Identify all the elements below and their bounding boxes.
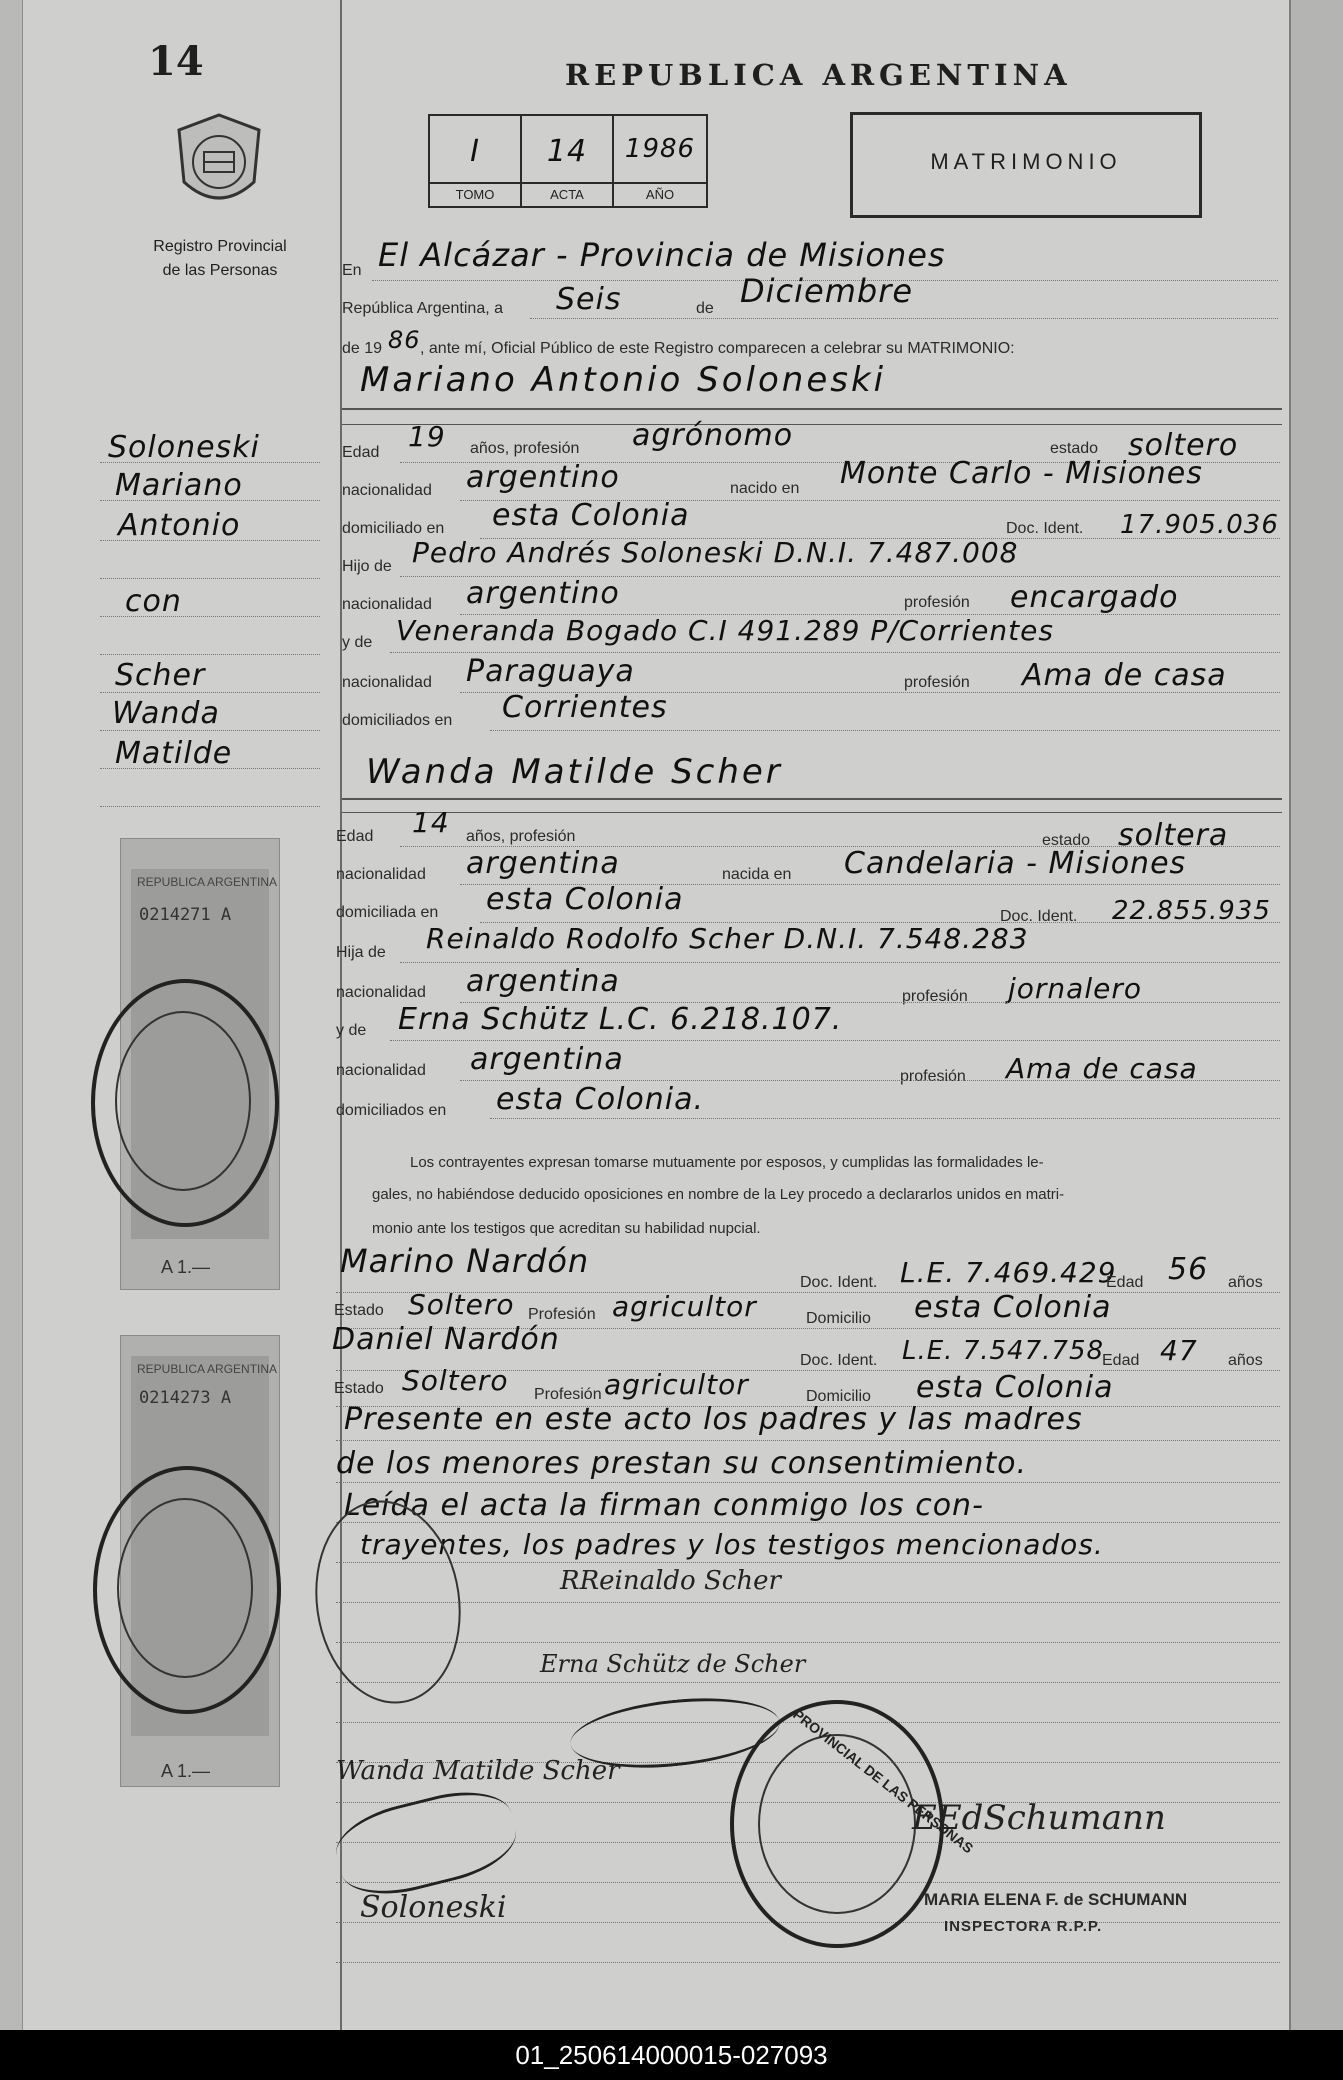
bride-padre-prof: jornalero bbox=[1008, 972, 1142, 1005]
groom-madre-prof: Ama de casa bbox=[1022, 658, 1227, 693]
bride-padre-nac-label: nacionalidad bbox=[336, 984, 426, 1001]
bride-madre: Erna Schütz L.C. 6.218.107. bbox=[398, 1002, 843, 1037]
note-line2: de los menores prestan su consentimiento. bbox=[336, 1446, 1027, 1481]
bride-doc: 22.855.935 bbox=[1112, 896, 1271, 926]
intro-year-prefix: de 19 bbox=[342, 340, 383, 357]
intro-day: Seis bbox=[556, 282, 622, 317]
groom-hijo-label: Hijo de bbox=[342, 558, 392, 575]
record-box bbox=[428, 114, 708, 208]
bride-padres-dom: esta Colonia. bbox=[496, 1082, 705, 1117]
bride-madre-prof: Ama de casa bbox=[1006, 1052, 1198, 1085]
bride-nacida-label: nacida en bbox=[722, 866, 792, 883]
tomo-label: TOMO bbox=[430, 182, 520, 206]
binding-gutter bbox=[0, 0, 23, 2030]
groom-domicilio: esta Colonia bbox=[492, 498, 690, 533]
ano-value: 1986 bbox=[624, 134, 696, 164]
acta-value: 14 bbox=[546, 134, 588, 169]
seal-text: PROVINCIAL DE LAS PERSONAS bbox=[790, 1706, 977, 1857]
bride-padres-dom-label: domiciliados en bbox=[336, 1102, 447, 1119]
bride-domicilio: esta Colonia bbox=[486, 882, 684, 917]
groom-yde-label: y de bbox=[342, 634, 373, 651]
margin-note-line7: Matilde bbox=[115, 736, 233, 771]
witness-1-estado-label: Estado bbox=[334, 1302, 384, 1319]
declaration-line2: gales, no habiéndose deducido oposiciones en nombre de la Ley procedo a declararlos unidos en matri- bbox=[372, 1186, 1065, 1203]
witness-1-estado: Soltero bbox=[408, 1288, 515, 1321]
groom-dom-label: domiciliado en bbox=[342, 520, 445, 537]
bride-nacida: Candelaria - Misiones bbox=[844, 846, 1187, 881]
intro-year-suffix: 86 bbox=[388, 326, 421, 354]
signature-official: EEdSchumann bbox=[912, 1798, 1166, 1838]
witness-2-doc: L.E. 7.547.758 bbox=[902, 1336, 1105, 1366]
witness-1-dom-label: Domicilio bbox=[806, 1310, 871, 1327]
intro-en-label: En bbox=[342, 262, 362, 279]
note-line4: trayentes, los padres y los testigos mencionados. bbox=[360, 1528, 1104, 1561]
witness-1-prof-label: Profesión bbox=[528, 1306, 596, 1323]
witness-2-name: Daniel Nardón bbox=[332, 1322, 560, 1357]
witness-1-name: Marino Nardón bbox=[340, 1242, 590, 1280]
witness-2-profesion: agricultor bbox=[604, 1368, 749, 1401]
intro-place: El Alcázar - Provincia de Misiones bbox=[378, 236, 946, 274]
signature-erna: Erna Schütz de Scher bbox=[540, 1650, 806, 1678]
page-number: 14 bbox=[148, 38, 204, 85]
groom-madre-prof-label: profesión bbox=[904, 674, 970, 691]
margin-note-line5: Scher bbox=[115, 658, 206, 693]
witness-1-edad-label: Edad bbox=[1106, 1274, 1144, 1291]
groom-estado-label: estado bbox=[1050, 440, 1099, 457]
groom-padre-prof: encargado bbox=[1010, 580, 1179, 615]
bride-estado-label: estado bbox=[1042, 832, 1091, 849]
groom-padre-prof-label: profesión bbox=[904, 594, 970, 611]
bride-padre: Reinaldo Rodolfo Scher D.N.I. 7.548.283 bbox=[426, 922, 1029, 955]
bride-edad-label: Edad bbox=[336, 828, 374, 845]
intro-republica-label: República Argentina, a bbox=[342, 300, 503, 317]
stamp-1-value: A 1.— bbox=[161, 1257, 211, 1277]
groom-padres-dom: Corrientes bbox=[502, 690, 668, 725]
bride-yde-label: y de bbox=[336, 1022, 367, 1039]
groom-padre-nac-label: nacionalidad bbox=[342, 596, 432, 613]
witness-2-dom-label: Domicilio bbox=[806, 1388, 871, 1405]
witness-1-anos-label: años bbox=[1228, 1274, 1263, 1291]
note-line1: Presente en este acto los padres y las madres bbox=[344, 1402, 1083, 1437]
stamp-2-header: REPUBLICA ARGENTINA bbox=[137, 1362, 278, 1376]
groom-doc: 17.905.036 bbox=[1120, 510, 1279, 540]
revenue-stamp-2 bbox=[120, 1335, 280, 1787]
declaration-line3: monio ante los testigos que acreditan su habilidad nupcial. bbox=[372, 1220, 761, 1237]
groom-madre-nac-label: nacionalidad bbox=[342, 674, 432, 691]
witness-1-doc-label: Doc. Ident. bbox=[800, 1274, 878, 1291]
witness-1-edad: 56 bbox=[1168, 1252, 1209, 1287]
bride-padre-prof-label: profesión bbox=[902, 988, 968, 1005]
bride-nac-label: nacionalidad bbox=[336, 866, 426, 883]
groom-name: Mariano Antonio Soloneski bbox=[360, 360, 887, 400]
witness-2-doc-label: Doc. Ident. bbox=[800, 1352, 878, 1369]
margin-note-line2: Mariano bbox=[115, 468, 243, 503]
witness-1-domicilio: esta Colonia bbox=[914, 1290, 1112, 1325]
margin-note-line4: con bbox=[125, 584, 182, 619]
acta-label: ACTA bbox=[522, 182, 612, 206]
groom-madre-nac: Paraguaya bbox=[466, 654, 635, 689]
groom-doc-label: Doc. Ident. bbox=[1006, 520, 1084, 537]
groom-edad: 19 bbox=[408, 420, 446, 453]
witness-2-estado: Soltero bbox=[402, 1364, 509, 1397]
witness-1-profesion: agricultor bbox=[612, 1290, 757, 1323]
witness-2-prof-label: Profesión bbox=[534, 1386, 602, 1403]
bride-madre-nac-label: nacionalidad bbox=[336, 1062, 426, 1079]
country-title: REPUBLICA ARGENTINA bbox=[565, 58, 1072, 92]
record-type-box bbox=[850, 112, 1202, 218]
signature-reinaldo: RReinaldo Scher bbox=[560, 1566, 781, 1596]
groom-madre: Veneranda Bogado C.I 491.289 P/Corrientes bbox=[396, 614, 1054, 647]
stamp-2-seal-inner-icon bbox=[117, 1498, 253, 1678]
declaration-line1: Los contrayentes expresan tomarse mutuamente por esposos, y cumplidas las formalidades le- bbox=[410, 1154, 1044, 1171]
intro-month: Diciembre bbox=[740, 272, 914, 310]
margin-note-line6: Wanda bbox=[112, 696, 220, 731]
bride-madre-prof-label: profesión bbox=[900, 1068, 966, 1085]
intro-de-label: de bbox=[696, 300, 714, 317]
bride-doc-label: Doc. Ident. bbox=[1000, 908, 1078, 925]
page-edge bbox=[1289, 0, 1343, 2030]
file-id-footer: 01_250614000015-027093 bbox=[0, 2030, 1343, 2080]
witness-2-estado-label: Estado bbox=[334, 1380, 384, 1397]
witness-2-edad: 47 bbox=[1160, 1334, 1198, 1367]
witness-2-domicilio: esta Colonia bbox=[916, 1370, 1114, 1405]
signature-soloneski: Soloneski bbox=[360, 1890, 507, 1925]
bride-estado: soltera bbox=[1118, 818, 1229, 853]
groom-nacionalidad: argentino bbox=[466, 460, 620, 495]
groom-padre-nac: argentino bbox=[466, 576, 620, 611]
registry-name-line1: Registro Provincial bbox=[153, 238, 287, 255]
signature-groom-scribble-icon bbox=[328, 1780, 523, 1907]
groom-edad-label: Edad bbox=[342, 444, 380, 461]
witness-1-doc: L.E. 7.469.429 bbox=[900, 1256, 1117, 1289]
ano-label: AÑO bbox=[614, 182, 706, 206]
signature-wanda: Wanda Matilde Scher bbox=[336, 1756, 620, 1786]
witness-2-edad-label: Edad bbox=[1102, 1352, 1140, 1369]
bride-dom-label: domiciliada en bbox=[336, 904, 439, 921]
registry-name-line2: de las Personas bbox=[162, 262, 278, 279]
groom-nac-label: nacionalidad bbox=[342, 482, 432, 499]
bride-padre-nac: argentina bbox=[466, 964, 620, 999]
stamp-1-seal-inner-icon bbox=[115, 1011, 251, 1191]
stamp-2-value: A 1.— bbox=[161, 1761, 211, 1781]
intro-sentence: , ante mí, Oficial Público de este Registro comparecen a celebrar su MATRIMONIO: bbox=[420, 340, 1015, 357]
groom-anos-prof-label: años, profesión bbox=[470, 440, 580, 457]
groom-nacido: Monte Carlo - Misiones bbox=[840, 456, 1203, 491]
groom-padres-dom-label: domiciliados en bbox=[342, 712, 453, 729]
groom-estado: soltero bbox=[1128, 428, 1239, 463]
bride-nacionalidad: argentina bbox=[466, 846, 620, 881]
note-line3: Leída el acta la firman conmigo los con- bbox=[344, 1488, 984, 1523]
bride-hija-label: Hija de bbox=[336, 944, 386, 961]
official-name: MARIA ELENA F. de SCHUMANN bbox=[924, 1890, 1188, 1909]
stamp-2-number: 0214273 A bbox=[139, 1388, 232, 1408]
official-title: INSPECTORA R.P.P. bbox=[944, 1918, 1103, 1935]
groom-nacido-label: nacido en bbox=[730, 480, 800, 497]
margin-note-line1: Soloneski bbox=[108, 430, 260, 465]
stamp-1-number: 0214271 A bbox=[139, 905, 232, 925]
revenue-stamp-1 bbox=[120, 838, 280, 1290]
record-type: MATRIMONIO bbox=[930, 149, 1122, 174]
bride-name: Wanda Matilde Scher bbox=[366, 752, 783, 792]
signature-scribble-icon bbox=[303, 1491, 474, 1713]
bride-madre-nac: argentina bbox=[470, 1042, 624, 1077]
groom-profesion: agrónomo bbox=[632, 418, 794, 453]
bride-anos-prof-label: años, profesión bbox=[466, 828, 576, 845]
groom-padre: Pedro Andrés Soloneski D.N.I. 7.487.008 bbox=[412, 536, 1019, 569]
tomo-value: I bbox=[470, 134, 480, 169]
registry-emblem-icon bbox=[174, 112, 264, 217]
stamp-1-header: REPUBLICA ARGENTINA bbox=[137, 875, 278, 889]
bride-edad: 14 bbox=[412, 806, 450, 839]
witness-2-anos-label: años bbox=[1228, 1352, 1263, 1369]
margin-note-line3: Antonio bbox=[118, 508, 241, 543]
